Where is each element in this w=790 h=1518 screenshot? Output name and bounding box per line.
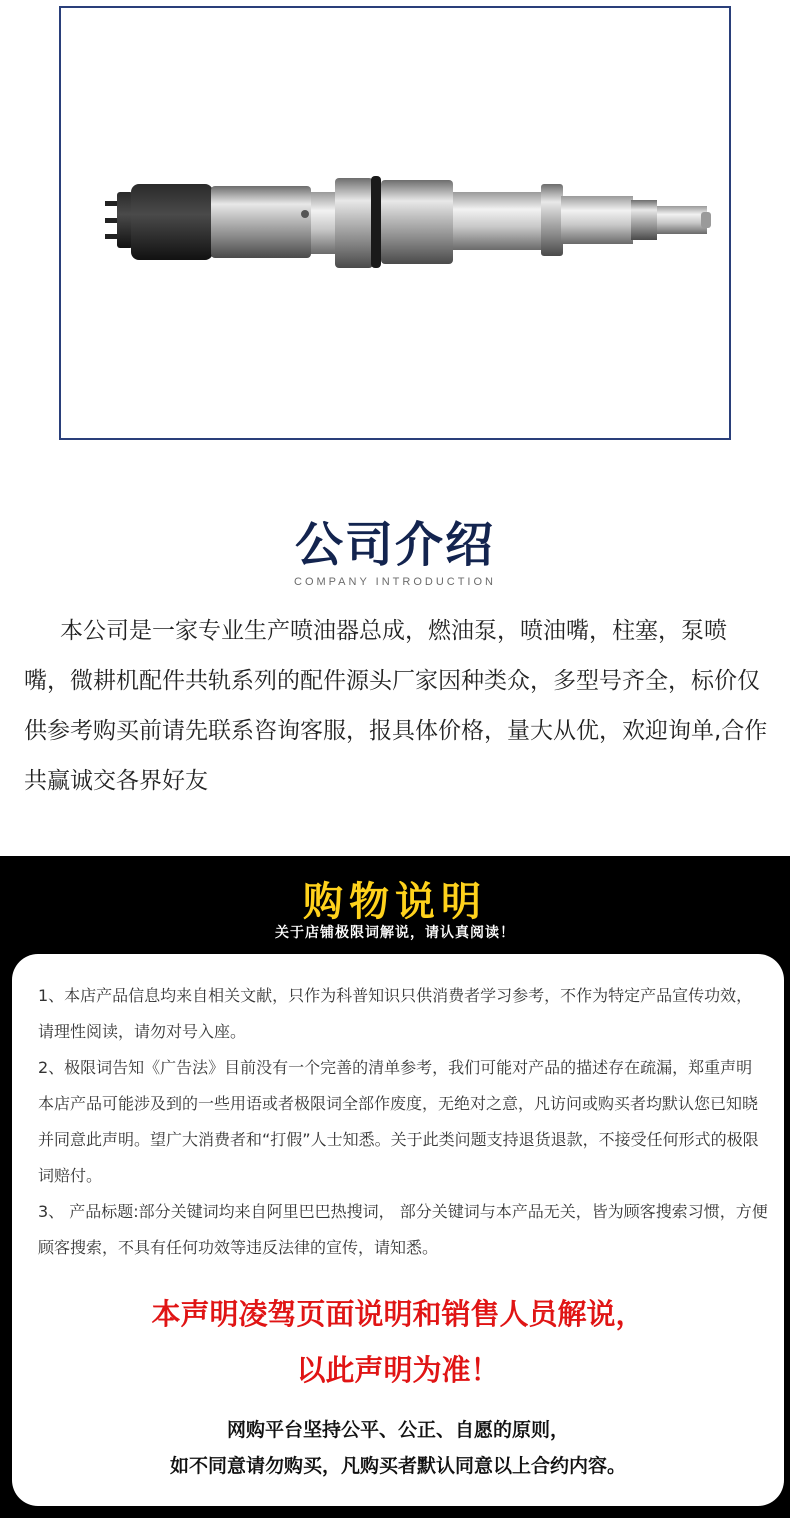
shopping-notice-section bbox=[0, 856, 790, 1518]
fuel-injector-photo bbox=[61, 8, 729, 438]
warning-line: 本声明凌驾页面说明和销售人员解说， bbox=[151, 1297, 645, 1331]
notice-footer bbox=[12, 1412, 784, 1484]
notice-warning bbox=[12, 1286, 784, 1398]
warning-line: 以此声明为准！ bbox=[296, 1353, 500, 1387]
shopping-notice-subtitle: 关于店铺极限词解说，请认真阅读！ bbox=[275, 925, 515, 941]
product-photo-frame bbox=[59, 6, 731, 440]
notice-item: 2、极限词告知《广告法》目前没有一个完善的清单参考，我们可能对产品的描述存在疏漏，郑重声明本店产品可能涉及到的一些用语或者极限词全部作废度，无绝对之意，凡访问或购买者均默认您已知晓并同意此声明。望广大消费者和“打假”人士知悉。关于此类问题支持退货退款，不接受任何形式的极限词赔付。 bbox=[38, 1058, 759, 1185]
shopping-notice-title: 购物说明 bbox=[303, 879, 487, 925]
footer-line: 如不同意请勿购买，凡购买者默认同意以上合约内容。 bbox=[169, 1455, 626, 1477]
company-intro-title: 公司介绍 bbox=[294, 517, 495, 573]
company-intro-subtitle: COMPANY INTRODUCTION bbox=[294, 576, 496, 588]
notice-card bbox=[12, 954, 784, 1506]
company-description: 本公司是一家专业生产喷油器总成，燃油泵，喷油嘴，柱塞，泵喷嘴，微耕机配件共轨系列的配件源头厂家因种类众，多型号齐全，标价仅供参考购买前请先联系咨询客服，报具体价格，量大从优，欢迎询单,合作共赢诚交各界好友 bbox=[24, 618, 768, 794]
notice-item: 1、本店产品信息均来自相关文献，只作为科普知识只供消费者学习参考，不作为特定产品宣传功效，请理性阅读，请勿对号入座。 bbox=[38, 986, 753, 1041]
notice-list bbox=[38, 978, 768, 1266]
footer-line: 网购平台坚持公平、公正、自愿的原则， bbox=[226, 1419, 569, 1441]
notice-item: 3、 产品标题:部分关键词均来自阿里巴巴热搜词， 部分关键词与本产品无关，皆为顾客搜索习惯，方便顾客搜索，不具有任何功效等违反法律的宣传，请知悉。 bbox=[38, 1202, 768, 1257]
